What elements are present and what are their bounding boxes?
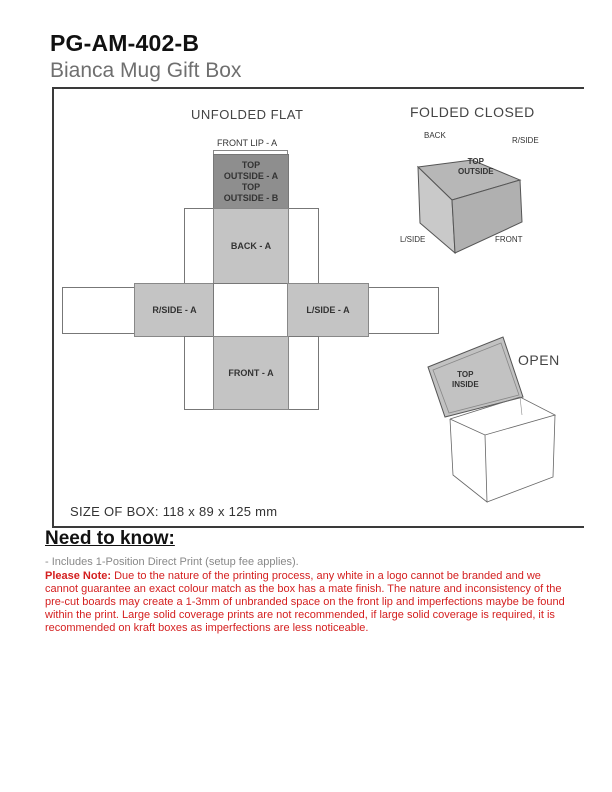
top-outside-a-line2: OUTSIDE - A [223, 170, 279, 181]
please-note-label: Please Note: [45, 570, 112, 582]
folded-rside-label: R/SIDE [512, 136, 539, 145]
top-outside-b-line2: OUTSIDE - B [223, 192, 279, 203]
open-title: OPEN [518, 352, 560, 368]
rside-label: R/SIDE - A [152, 304, 197, 315]
open-top-label [452, 370, 479, 390]
top-outside-b-line1: TOP [241, 181, 261, 192]
open-top-line2: INSIDE [452, 380, 479, 389]
top-outside-panel [213, 154, 289, 209]
lside-panel [287, 283, 369, 337]
folded-top-label [458, 157, 494, 177]
folded-back-label: BACK [424, 131, 446, 140]
rside-panel [134, 283, 215, 337]
bottom-panel [213, 283, 289, 337]
product-code: PG-AM-402-B [50, 30, 200, 56]
folded-top-line1: TOP [467, 157, 484, 166]
front-left-flap [184, 336, 215, 410]
back-label: BACK - A [230, 240, 272, 251]
front-panel [213, 336, 289, 410]
lside-label: L/SIDE - A [306, 304, 350, 315]
left-tuck-flap [62, 287, 136, 334]
unfolded-title: UNFOLDED FLAT [191, 107, 304, 122]
front-lip-label: FRONT LIP - A [217, 138, 278, 148]
open-box-illustration [425, 335, 575, 515]
top-outside-a-line1: TOP [241, 159, 261, 170]
includes-text: - Includes 1-Position Direct Print (setup fee applies). [45, 556, 299, 568]
folded-top-line2: OUTSIDE [458, 167, 494, 176]
folded-lside-label: L/SIDE [400, 235, 426, 244]
folded-title: FOLDED CLOSED [410, 104, 535, 120]
front-label: FRONT - A [228, 367, 274, 378]
back-left-flap [184, 208, 215, 284]
right-tuck-flap [367, 287, 439, 334]
box-size: SIZE OF BOX: 118 x 89 x 125 mm [70, 504, 278, 519]
folded-front-label: FRONT [495, 235, 523, 244]
back-panel [213, 208, 289, 284]
front-right-flap [287, 336, 319, 410]
please-note-body: Due to the nature of the printing process, any white in a logo cannot be branded and we cannot guarantee an exact colour match as the box has a mate finish. The nature and inconsistency of the pre-cut boards may create a 1-3mm of unbranded space on the front lip and imperfections maybe be found within the print. Large solid coverage prints are not recommended, if large solid coverage is required, it is recommended on kraft boxes as imperfections are less noticeable. [45, 570, 565, 634]
need-to-know-heading: Need to know: [45, 528, 175, 549]
please-note-text [45, 570, 575, 635]
notes-section [45, 556, 575, 635]
open-top-line1: TOP [457, 370, 474, 379]
back-right-flap [287, 208, 319, 284]
product-name: Bianca Mug Gift Box [50, 59, 242, 82]
